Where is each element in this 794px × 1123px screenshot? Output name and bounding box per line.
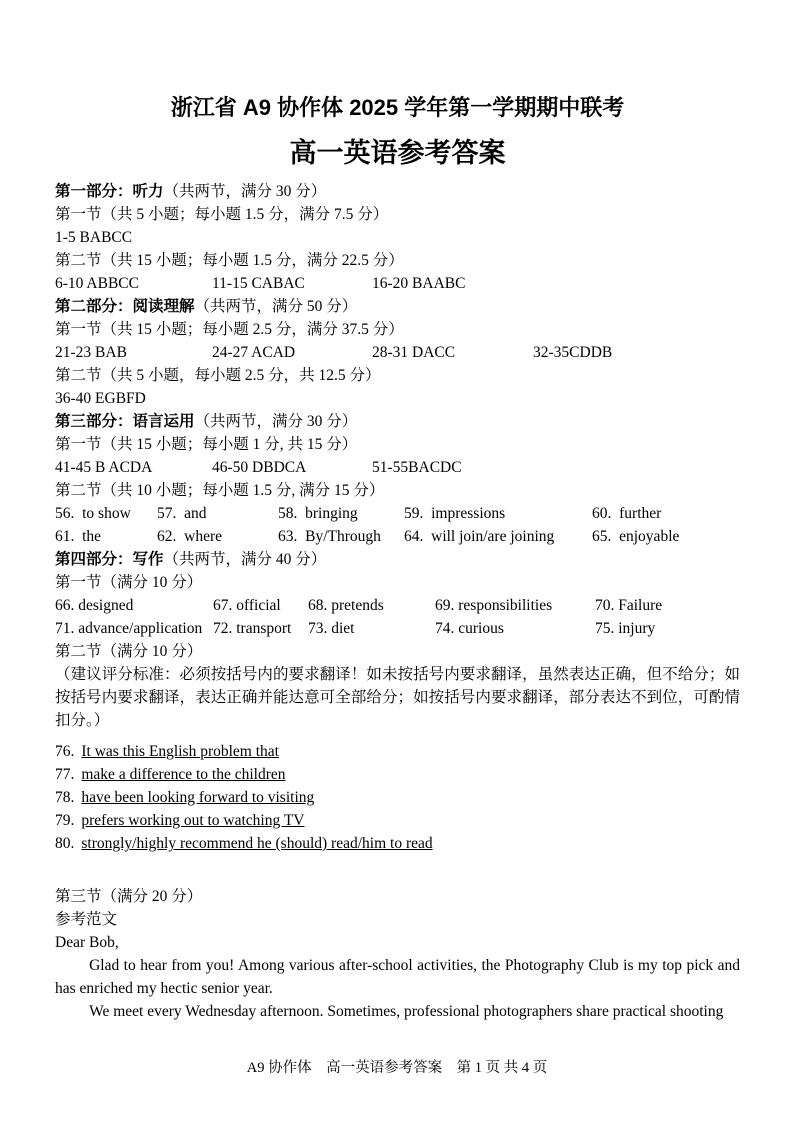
translation-item: [55, 786, 740, 809]
part4-heading: [55, 548, 740, 571]
answer-cell: 68. pretends: [308, 597, 384, 614]
page-title: 浙江省 A9 协作体 2025 学年第一学期期中联考: [170, 95, 625, 120]
page-footer: A9 协作体 高一英语参考答案 第 1 页 共 4 页: [246, 1060, 548, 1076]
answer-cell: 66. designed: [55, 597, 134, 614]
translation-item: [55, 740, 740, 763]
answer-cell: 36-40 EGBFD: [55, 390, 146, 407]
part4-heading-note: （共两节，满分 40 分）: [163, 551, 327, 568]
answer-cell: 67. official: [213, 597, 281, 614]
answer-cell: 32-35CDDB: [533, 344, 613, 361]
answer-cell: 21-23 BAB: [55, 344, 127, 361]
answer-row-71-75: [55, 617, 740, 640]
answer-cell: 11-15 CABAC: [212, 275, 305, 292]
answer-cell: 73. diet: [308, 620, 355, 637]
answer-cell: 62. where: [157, 528, 222, 545]
answer-cell: 59. impressions: [404, 505, 506, 522]
answer-cell: 65. enjoyable: [592, 528, 680, 545]
part2-section1: 第一节（共 15 小题；每小题 2.5 分，满分 37.5 分）: [55, 321, 404, 338]
translation-number: 78.: [55, 789, 75, 806]
answer-row-6-20: [55, 272, 740, 295]
answer-cell: 28-31 DACC: [372, 344, 456, 361]
sample-essay-label: 参考范文: [55, 911, 118, 928]
answer-row-56-60: [55, 502, 740, 525]
part4-section2: 第二节（满分 10 分）: [55, 643, 203, 660]
answer-cell: 56. to show: [55, 505, 131, 522]
translation-answer: It was this English problem that: [81, 743, 279, 760]
part1-heading-label: 第一部分：听力: [55, 183, 164, 200]
translation-number: 79.: [55, 812, 75, 829]
answer-row-21-35: [55, 341, 740, 364]
answer-cell: 16-20 BAABC: [372, 275, 466, 292]
part1-heading: [55, 180, 740, 203]
answer-cell: 63. By/Through: [278, 528, 381, 545]
answer-cell: 60. further: [592, 505, 662, 522]
answer-cell: 57. and: [157, 505, 207, 522]
answer-cell: 24-27 ACAD: [212, 344, 296, 361]
answer-cell: 46-50 DBDCA: [212, 459, 307, 476]
answer-cell: 58. bringing: [278, 505, 358, 522]
answer-cell: 6-10 ABBCC: [55, 275, 139, 292]
translation-answer: make a difference to the children: [81, 766, 286, 783]
answer-cell: 69. responsibilities: [435, 597, 553, 614]
translation-answers: [55, 740, 740, 855]
part3-section2: 第二节（共 10 小题；每小题 1.5 分, 满分 15 分）: [55, 482, 385, 499]
part3-section1: 第一节（共 15 小题；每小题 1 分, 共 15 分）: [55, 436, 358, 453]
answer-cell: 75. injury: [595, 620, 656, 637]
translation-item: [55, 832, 740, 855]
answer-row-41-55: [55, 456, 740, 479]
part2-heading-note: （共两节，满分 50 分）: [194, 298, 358, 315]
answer-cell: 64. will join/are joining: [404, 528, 555, 545]
letter-paragraph-1: Glad to hear from you! Among various after-school activities, the Photography Club is my top pick and has enriched my hectic senior year.: [55, 957, 740, 997]
answer-row-1-5: [55, 226, 740, 249]
letter-paragraph-2: We meet every Wednesday afternoon. Sometimes, professional photographers share practical shooting: [89, 1003, 724, 1020]
translation-number: 80.: [55, 835, 75, 852]
answer-row-36-40: [55, 387, 740, 410]
part4-section3: 第三节（满分 20 分）: [55, 888, 203, 905]
part3-heading-label: 第三部分：语言运用: [55, 413, 195, 430]
part1-section1: 第一节（共 5 小题；每小题 1.5 分，满分 7.5 分）: [55, 206, 389, 223]
answer-cell: 61. the: [55, 528, 102, 545]
translation-answer: have been looking forward to visiting: [81, 789, 315, 806]
part2-heading: [55, 295, 740, 318]
grading-note: （建议评分标准：必须按括号内的要求翻译！如未按括号内要求翻译，虽然表达正确，但不给分；如按括号内要求翻译，表达正确并能达意可全部给分；如按括号内要求翻译，部分表达不到位，可酌情扣分。）: [55, 666, 740, 729]
translation-item: [55, 809, 740, 832]
translation-answer: strongly/highly recommend he (should) read/him to read: [81, 835, 433, 852]
answer-cell: 51-55BACDC: [372, 459, 462, 476]
translation-item: [55, 763, 740, 786]
answer-cell: 1-5 BABCC: [55, 229, 133, 246]
page-subtitle: 高一英语参考答案: [289, 138, 506, 168]
part2-heading-label: 第二部分：阅读理解: [55, 298, 195, 315]
answer-cell: 41-45 B ACDA: [55, 459, 153, 476]
answer-cell: 71. advance/application: [55, 620, 203, 637]
part1-section2: 第二节（共 15 小题；每小题 1.5 分，满分 22.5 分）: [55, 252, 404, 269]
answer-cell: 70. Failure: [595, 597, 663, 614]
part1-heading-note: （共两节，满分 30 分）: [163, 183, 327, 200]
answer-row-61-65: [55, 525, 740, 548]
answer-cell: 72. transport: [213, 620, 292, 637]
part3-heading: [55, 410, 740, 433]
part4-section1: 第一节（满分 10 分）: [55, 574, 203, 591]
sample-essay: [55, 931, 740, 1023]
answers-body: [55, 180, 740, 1023]
translation-number: 77.: [55, 766, 75, 783]
translation-answer: prefers working out to watching TV: [81, 812, 305, 829]
part2-section2: 第二节（共 5 小题，每小题 2.5 分，共 12.5 分）: [55, 367, 381, 384]
translation-number: 76.: [55, 743, 75, 760]
letter-salutation: Dear Bob,: [55, 934, 119, 951]
part3-heading-note: （共两节，满分 30 分）: [194, 413, 358, 430]
part4-heading-label: 第四部分：写作: [55, 551, 164, 568]
answer-row-66-70: [55, 594, 740, 617]
answer-cell: 74. curious: [435, 620, 504, 637]
